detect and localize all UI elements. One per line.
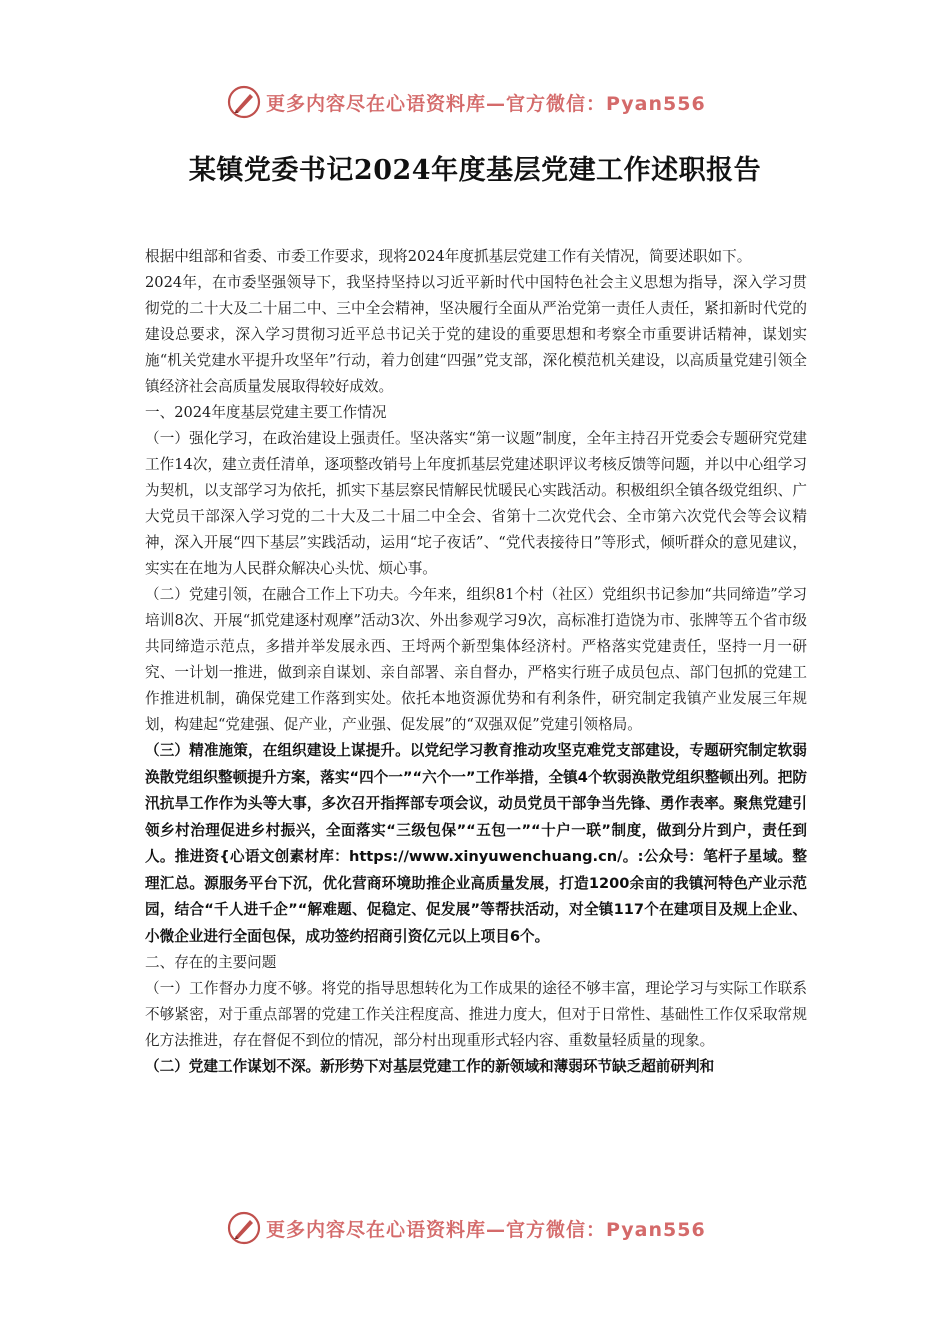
paragraph-bold: （二）党建工作谋划不深。新形势下对基层党建工作的新领域和薄弱环节缺乏超前研判和 bbox=[145, 1058, 715, 1075]
paragraph: （一）工作督办力度不够。将党的指导思想转化为工作成果的途径不够丰富，理论学习与实际工作联系不够紧密，对于重点部署的党建工作关注程度高、推进力度大，但对于日常性、基础性工作仅采取常规化方法推进，存在督促不到位的情况，部分村出现重形式轻内容、重数量轻质量的现象。 bbox=[145, 980, 807, 1049]
brush-logo-icon bbox=[226, 84, 262, 120]
paragraph: （一）强化学习，在政治建设上强责任。坚决落实“第一议题”制度，全年主持召开党委会专题研究党建工作14次，建立责任清单，逐项整改销号上年度抓基层党建述职评议考核反馈等问题，并以中心组学习为契机，以支部学习为依托，抓实下基层察民情解民忧暖民心实践活动。积极组织全镇各级党组织、广大党员干部深入学习党的二十大及二十届二中全会、省第十二次党代会、全市第六次党代会等会议精神，深入开展“四下基层”实践活动，运用“坨子夜话”、“党代表接待日”等形式，倾听群众的意见建议，实实在在地为人民群众解决心头忧、烦心事。 bbox=[145, 430, 807, 577]
paragraph: 根据中组部和省委、市委工作要求，现将2024年度抓基层党建工作有关情况，简要述职如下。 bbox=[145, 248, 752, 265]
document-title: 某镇党委书记2024年度基层党建工作述职报告 bbox=[188, 155, 762, 186]
watermark-banner-top bbox=[226, 82, 706, 122]
paragraph-bold: （三）精准施策，在组织建设上谋提升。以党纪学习教育推动攻坚克难党支部建设，专题研究制定软弱涣散党组织整顿提升方案，落实“四个一”“六个一”工作举措，全镇4个软弱涣散党组织整顿出列。把防汛抗旱工作作为头等大事，多次召开指挥部专项会议，动员党员干部争当先锋、勇作表率。聚焦党建引领乡村治理促进乡村振兴，全面落实“三级包保”“五包一”“十户一联”制度，做到分片到户，责任到人。推进资{心语文创素材库：https://www.xinyuwenchuang.cn/。:公众号：笔杆子星域。整理汇总。源服务平台下沉，优化营商环境助推企业高质量发展，打造1200余亩的我镇河特色产业示范园，结合“千人进千企”“解难题、促稳定、促发展”等帮扶活动，对全镇117个在建项目及规上企业、小微企业进行全面包保，成功签约招商引资亿元以上项目6个。 bbox=[145, 742, 807, 945]
brush-logo-icon bbox=[226, 1210, 262, 1246]
section-heading: 一、2024年度基层党建主要工作情况 bbox=[145, 404, 387, 421]
paragraph: （二）党建引领，在融合工作上下功夫。今年来，组织81个村（社区）党组织书记参加“共同缔造”学习培训8次、开展“抓党建逐村观摩”活动3次、外出参观学习9次，高标准打造饶为市、张牌等五个省市级共同缔造示范点，多措并举发展永西、王埒两个新型集体经济村。严格落实党建责任，坚持一月一研究、一计划一推进，做到亲自谋划、亲自部署、亲自督办，严格实行班子成员包点、部门包抓的党建工作推进机制，确保党建工作落到实处。依托本地资源优势和有利条件，研究制定我镇产业发展三年规划，构建起“党建强、促产业，产业强、促发展”的“双强双促”党建引领格局。 bbox=[145, 586, 807, 733]
watermark-text: 更多内容尽在心语资料库—官方微信：Pyan556 bbox=[266, 1218, 706, 1241]
watermark-banner-bottom bbox=[226, 1208, 706, 1248]
section-heading: 二、存在的主要问题 bbox=[145, 954, 277, 971]
paragraph: 2024年，在市委坚强领导下，我坚持坚持以习近平新时代中国特色社会主义思想为指导，深入学习贯彻党的二十大及二十届二中、三中全会精神，坚决履行全面从严治党第一责任人责任，紧扣新时代党的建设总要求，深入学习贯彻习近平总书记关于党的建设的重要思想和考察全市重要讲话精神，谋划实施“机关党建水平提升攻坚年”行动，着力创建“四强”党支部，深化模范机关建设，以高质量党建引领全镇经济社会高质量发展取得较好成效。 bbox=[145, 274, 807, 395]
watermark-text: 更多内容尽在心语资料库—官方微信：Pyan556 bbox=[266, 92, 706, 115]
document-body bbox=[145, 244, 807, 1081]
